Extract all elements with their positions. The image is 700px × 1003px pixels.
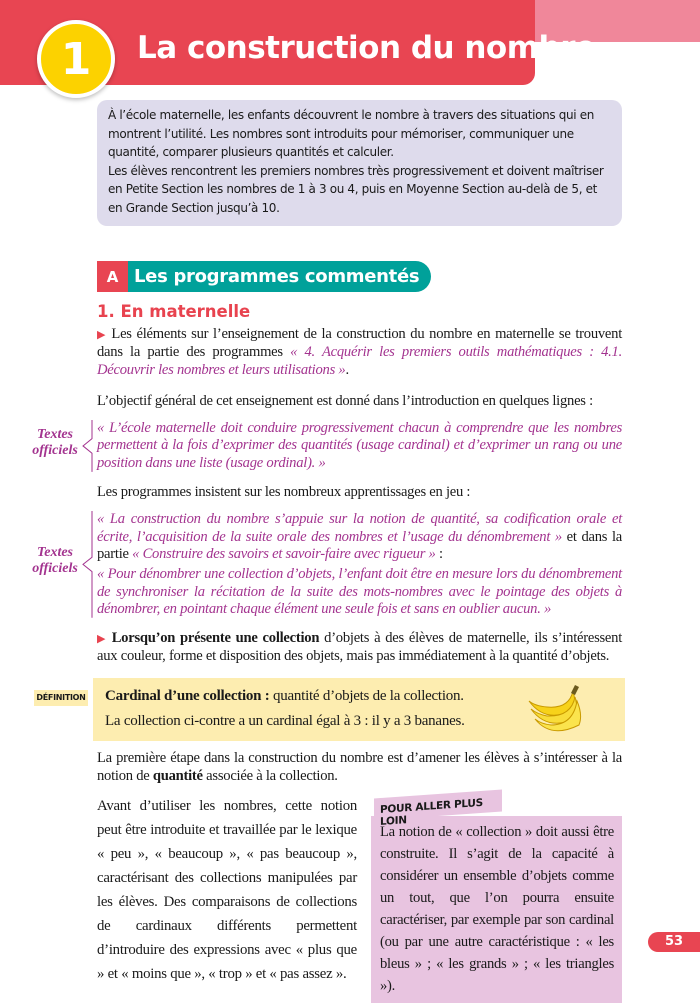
text: . (345, 361, 349, 378)
official-texts-label: Textes officiels (32, 427, 78, 459)
text: d’objets à des élèves de maternelle, ils s’intéressent aux couleur, forme et disposition des objets, mais pas immédiatement à la quantité d’objets. (97, 630, 623, 665)
chapter-number-badge: 1 (37, 20, 115, 98)
official-quote: « La construction du nombre s’appuie sur la notion de quantité, sa codification orale et écrite, l’acquisition de la suite orale des nombres et l’usage du dénombrement » (97, 511, 622, 545)
definition-example: La collection ci-contre a un cardinal égal à 3 : il y a 3 bananes. (105, 712, 465, 729)
section-letter: A (97, 261, 128, 292)
definition-label: DÉFINITION (34, 690, 88, 706)
chapter-title: La construction du nombre (137, 30, 596, 66)
paragraph-lexique: Avant d’utiliser les nombres, cette notion peut être introduite et travaillée par le lexique « peu », « beaucoup », « pas beaucoup », caractérisant des collections manipulées par les élèves. Des comparaisons de collections de cardinaux différents permettent d’introduire des expressions avec « plus que » et « moins que », « trop » et « pas assez ». (97, 797, 357, 982)
official-quote-1: « L’école maternelle doit conduire progressivement chacun à comprendre que les nombres permettent à la fois d’exprimer des quantités (usage cardinal) et d’exprimer un rang ou une position dans une liste (usage ordinal). » (97, 420, 622, 471)
two-column-row (97, 794, 622, 1003)
paragraph-programmes (97, 326, 622, 379)
brace-icon (80, 511, 94, 618)
intro-box (97, 100, 622, 226)
further-reading-label: POUR ALLER PLUS LOIN (374, 789, 502, 820)
subsection-title: 1. En maternelle (97, 302, 251, 321)
bold-text: quantité (152, 768, 203, 785)
bold-text: Lorsqu’on présente une collection (111, 630, 320, 647)
text: Les éléments sur l’enseignement de la construction du nombre en maternelle se trouvent dans la partie des programmes (97, 326, 623, 361)
bullet-triangle-icon: ▶ (97, 329, 107, 341)
brace-icon (80, 420, 94, 472)
paragraph-quantite (97, 749, 622, 786)
text: et dans la partie (97, 528, 622, 562)
paragraph-collection (97, 630, 622, 666)
official-quote: « Construire des savoirs et savoir-faire avec rigueur » (132, 545, 436, 562)
intro-paragraph-1: À l’école maternelle, les enfants découvrent le nombre à travers des situations qui en montrent l’utilité. Les nombres sont introduits pour mémoriser, communiquer une quantité, comparer plusieurs quantités et calculer. (108, 108, 595, 160)
page-number: 53 (648, 932, 700, 952)
text: associée à la collection. (202, 768, 338, 785)
definition-text: quantité d’objets de la collection. (269, 687, 464, 704)
paragraph-objectif: L’objectif général de cet enseignement est donné dans l’introduction en quelques lignes : (97, 392, 593, 409)
section-title: Les programmes commentés (128, 261, 431, 292)
definition-term: Cardinal d’une collection : (105, 687, 270, 704)
main-content (0, 326, 700, 1003)
official-quote-2 (97, 511, 622, 563)
paragraph-apprentissages: Les programmes insistent sur les nombreux apprentissages en jeu : (97, 484, 471, 501)
intro-paragraph-2: Les élèves rencontrent les premiers nombres très progressivement et doivent maîtriser en Petite Section les nombres de 1 à 3 ou 4, puis en Moyenne Section au-delà de 5, et en Grande Section jusqu’à 10. (108, 163, 604, 215)
further-reading-box: La notion de « collection » doit aussi être construite. Il s’agit de la capacité à considérer un ensemble d’objets comme un tout, que l’on pourra ensuite caractériser, par exemple par son cardinal (ou par une autre caractéristique : « les bleus » ; « les grands » ; « les triangles »). (371, 816, 622, 1003)
text: La première étape dans la construction du nombre est d’amener les élèves à s’intéresser à la notion de (97, 749, 622, 785)
definition-box (36, 678, 625, 741)
official-texts-label: Textes officiels (32, 545, 78, 577)
official-quote-block-1 (32, 420, 622, 472)
text: : (435, 545, 443, 562)
further-reading (371, 794, 622, 1003)
official-quote: « 4. Acquérir les premiers outils mathématiques : 4.1. Découvrir les nombres et leurs utilisations » (97, 344, 622, 378)
official-quote-block-2 (32, 511, 622, 618)
section-heading (97, 261, 431, 292)
bananas-icon (525, 683, 585, 735)
official-quote-3: « Pour dénombrer une collection d’objets, l’enfant doit être en mesure lors du dénombrement de synchroniser la récitation de la suite des mots-nombres avec le pointage des objets à dénombrer, en pointant chaque élément une seule fois et sans en oublier aucun. » (97, 566, 622, 617)
bullet-triangle-icon: ▶ (97, 633, 107, 646)
